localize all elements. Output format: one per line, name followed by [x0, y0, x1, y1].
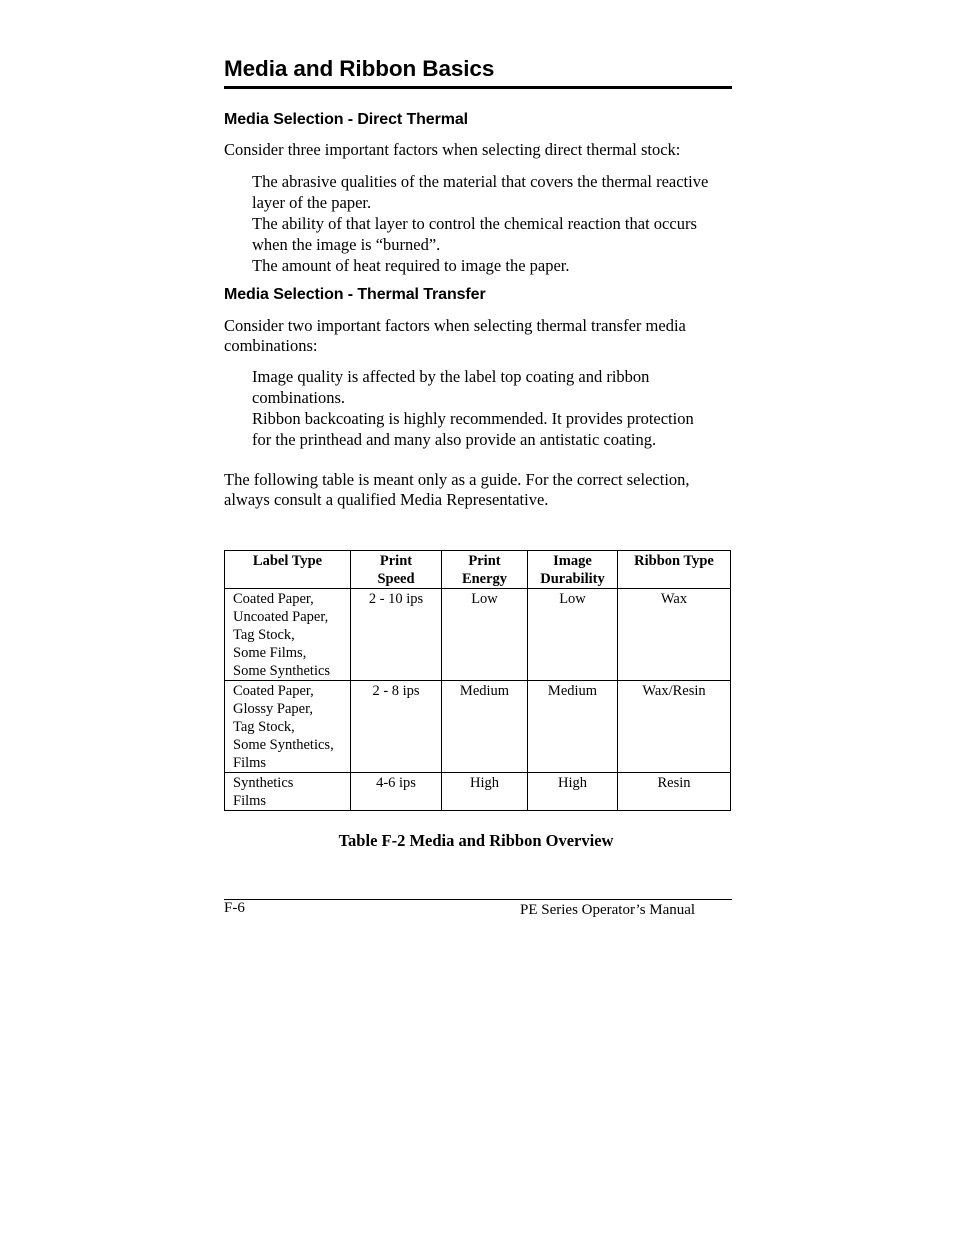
cell-print-energy: Medium	[442, 681, 528, 773]
list-item-line: Ribbon backcoating is highly recommended. It provides protection	[252, 409, 694, 428]
thermal-transfer-list	[252, 367, 694, 450]
list-item-line: The abrasive qualities of the material that covers the thermal reactive	[252, 172, 709, 191]
table-row	[225, 681, 731, 773]
column-header-print-speed: Print Speed	[351, 551, 442, 589]
list-item-line: Image quality is affected by the label top coating and ribbon	[252, 367, 650, 386]
table-caption	[0, 831, 954, 851]
cell-ribbon-type: Wax/Resin	[618, 681, 731, 773]
cell-image-durability: Low	[528, 589, 618, 681]
table-row	[225, 773, 731, 811]
cell-label-type: Coated Paper, Uncoated Paper, Tag Stock, Some Films, Some Synthetics	[225, 589, 351, 681]
list-item-line: combinations.	[252, 387, 346, 407]
list-item	[252, 172, 708, 213]
page-title: Media and Ribbon Basics	[224, 56, 495, 81]
cell-print-speed: 2 - 8 ips	[351, 681, 442, 773]
list-item-line: The amount of heat required to image the paper.	[252, 256, 570, 275]
column-header-label-type: Label Type	[225, 551, 351, 589]
caption-text: Table F-2 Media and Ribbon Overview	[338, 831, 614, 850]
note-line: The following table is meant only as a guide. For the correct selection,	[224, 470, 690, 489]
note-line: always consult a qualified Media Representative.	[224, 490, 549, 509]
cell-print-speed: 4-6 ips	[351, 773, 442, 811]
footer-divider	[224, 899, 732, 900]
column-header-ribbon-type: Ribbon Type	[618, 551, 731, 589]
cell-label-type: Synthetics Films	[225, 773, 351, 811]
manual-title: PE Series Operator’s Manual	[520, 902, 696, 918]
thermal-transfer-intro	[224, 316, 686, 356]
cell-image-durability: High	[528, 773, 618, 811]
list-item-line: when the image is “burned”.	[252, 234, 441, 254]
list-item	[252, 214, 708, 255]
list-item-line: The ability of that layer to control the chemical reaction that occurs	[252, 214, 697, 233]
cell-print-speed: 2 - 10 ips	[351, 589, 442, 681]
thermal-transfer-heading: Media Selection - Thermal Transfer	[224, 286, 486, 303]
list-item	[252, 409, 694, 450]
intro-line: combinations:	[224, 336, 318, 355]
direct-thermal-list	[252, 172, 708, 277]
list-item-line: layer of the paper.	[252, 192, 372, 212]
media-ribbon-table	[224, 550, 731, 811]
list-item	[252, 367, 694, 408]
table-header-row	[225, 551, 731, 589]
title-divider	[224, 86, 732, 89]
cell-print-energy: High	[442, 773, 528, 811]
cell-label-type: Coated Paper, Glossy Paper, Tag Stock, Some Synthetics, Films	[225, 681, 351, 773]
direct-thermal-intro: Consider three important factors when selecting direct thermal stock:	[224, 140, 681, 159]
cell-print-energy: Low	[442, 589, 528, 681]
column-header-image-durability: Image Durability	[528, 551, 618, 589]
cell-ribbon-type: Wax	[618, 589, 731, 681]
column-header-print-energy: Print Energy	[442, 551, 528, 589]
list-item-line: for the printhead and many also provide an antistatic coating.	[252, 429, 657, 449]
cell-image-durability: Medium	[528, 681, 618, 773]
list-item	[252, 256, 708, 277]
cell-ribbon-type: Resin	[618, 773, 731, 811]
table-row	[225, 589, 731, 681]
guide-note	[224, 470, 690, 510]
direct-thermal-heading: Media Selection - Direct Thermal	[224, 111, 468, 128]
intro-line: Consider two important factors when selecting thermal transfer media	[224, 316, 686, 335]
page-number: F-6	[224, 900, 245, 916]
